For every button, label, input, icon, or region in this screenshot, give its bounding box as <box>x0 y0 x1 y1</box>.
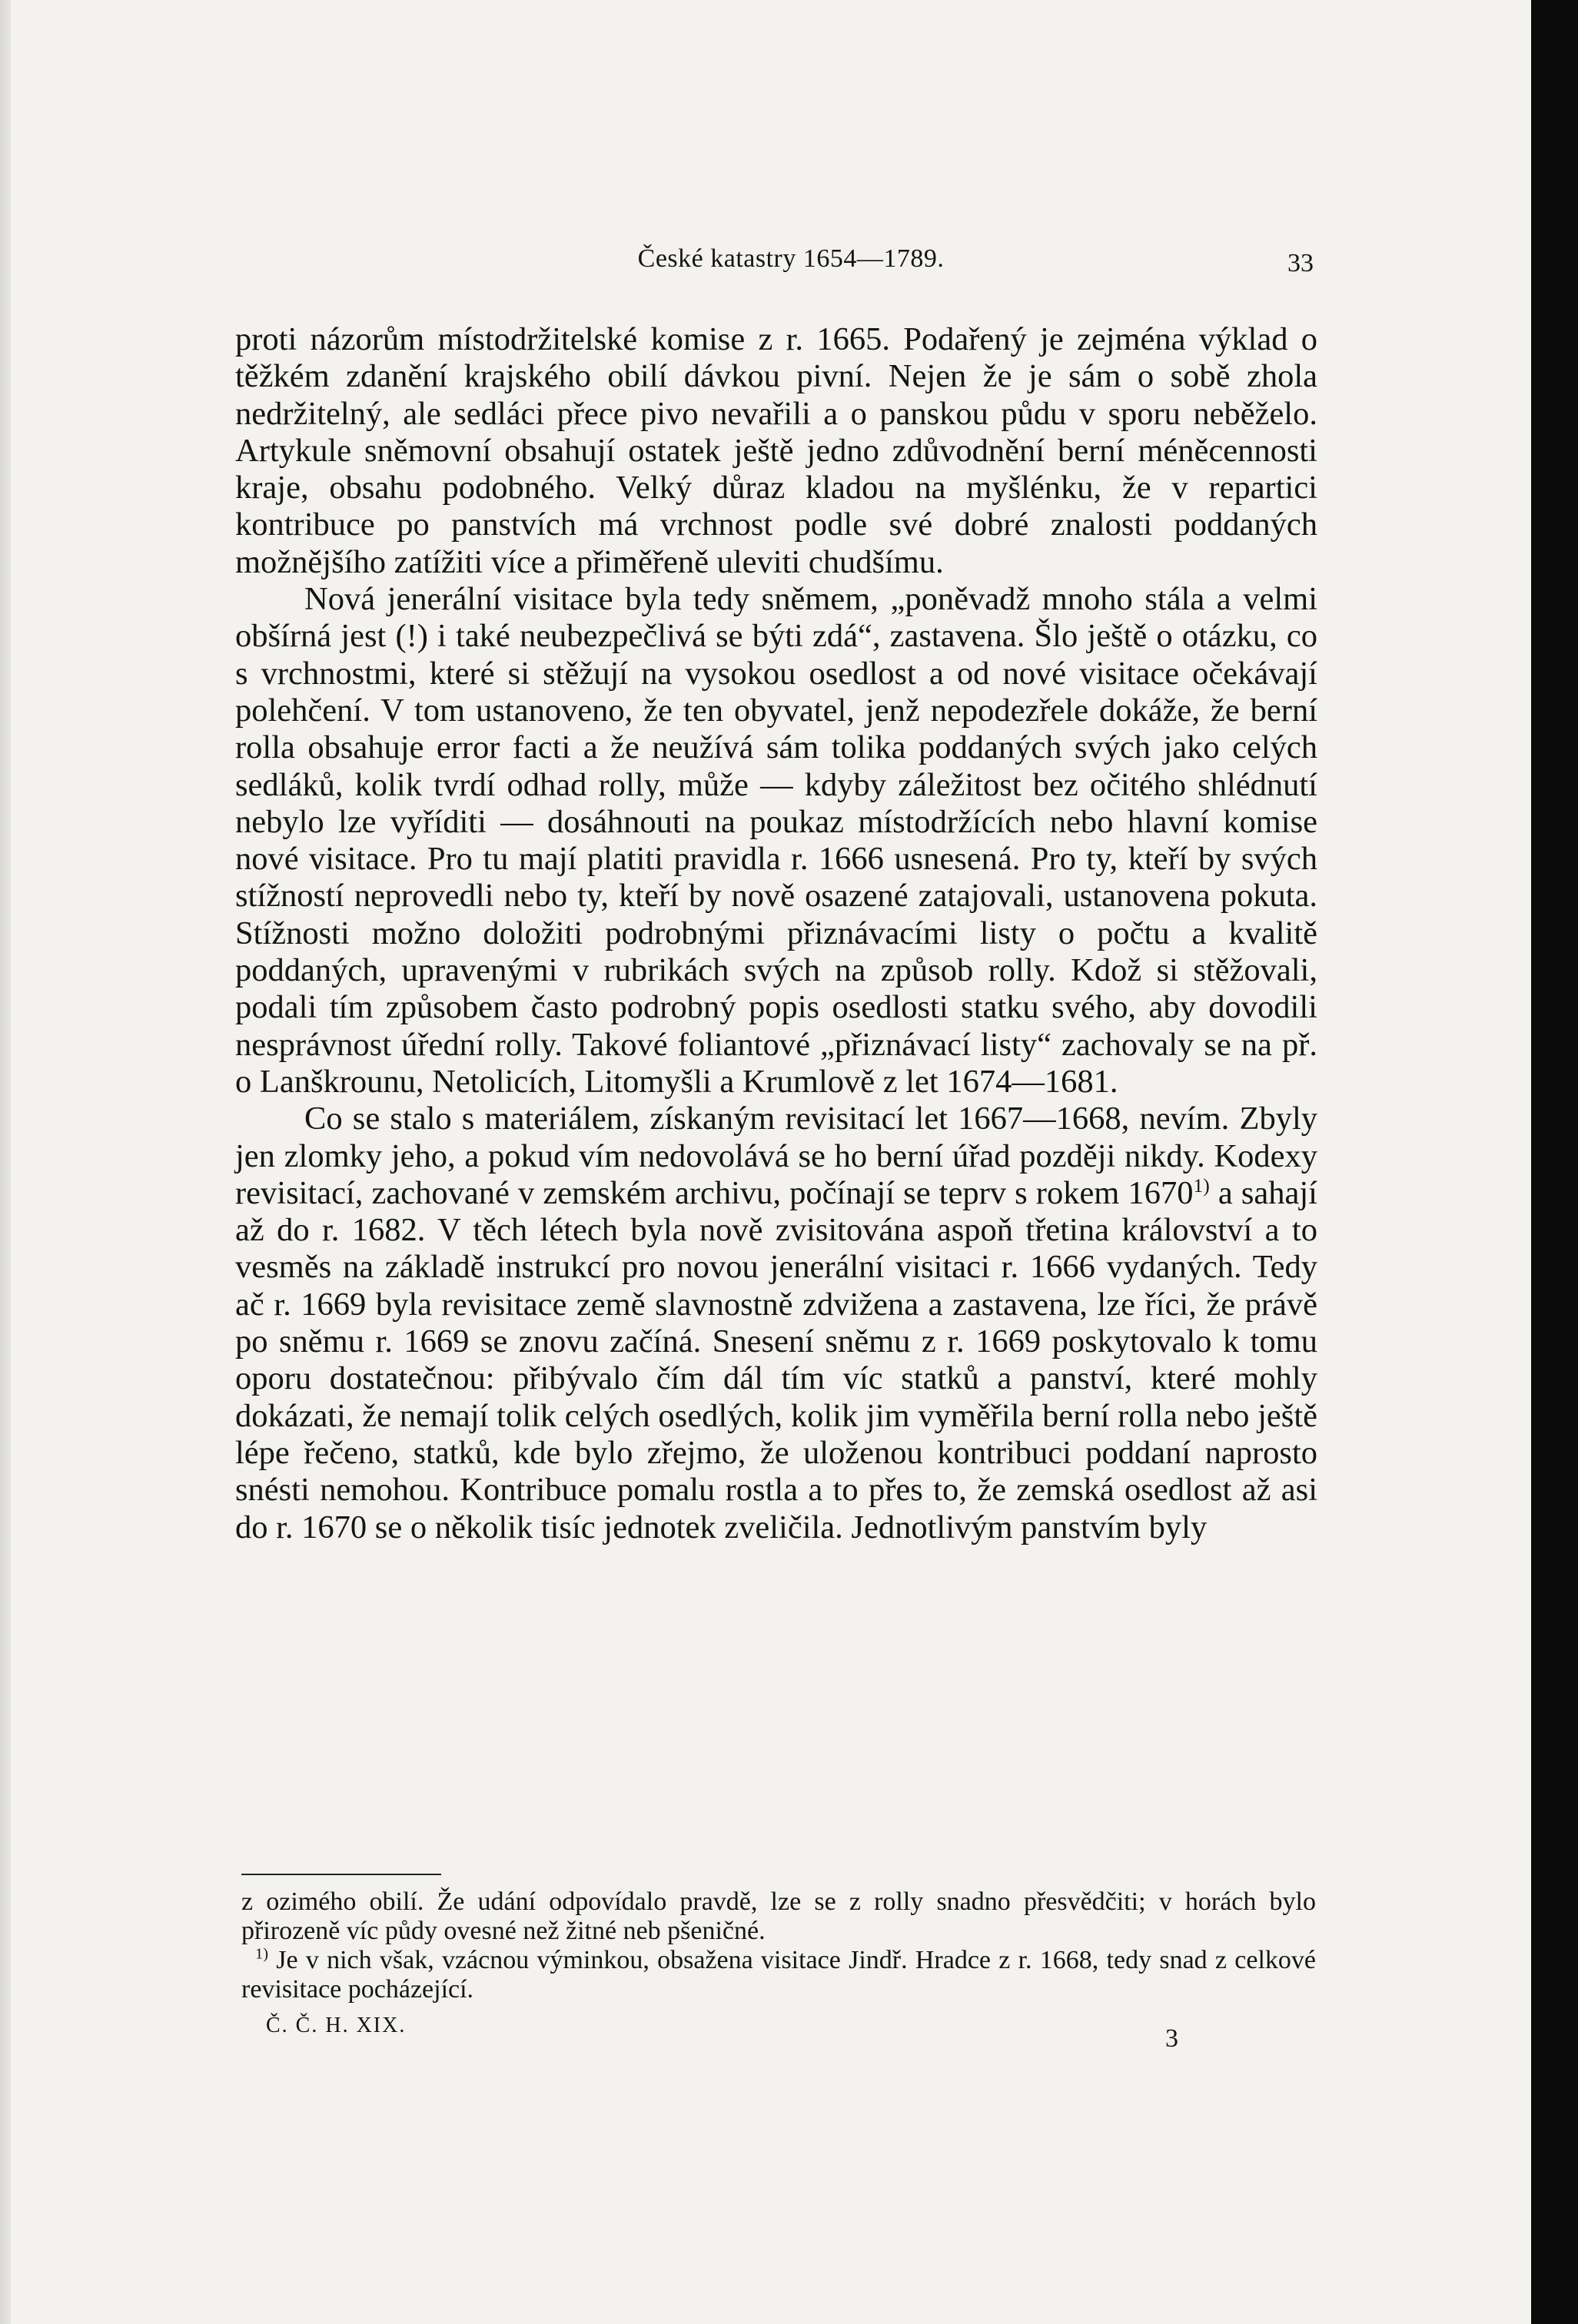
page-header <box>238 244 1314 290</box>
paragraph-3-part-2: a sahají až do r. 1682. V těch létech byla nově zvisitována aspoň třetina království a to vesměs na základě instrukcí pro novou jenerální visitaci r. 1666 vydaných. Tedy ač r. 1669 byla revisitace země slavnostně zdvižena a zastavena, lze říci, že právě po sněmu r. 1669 se znovu začíná. Snesení sněmu z r. 1669 poskytovalo k tomu oporu dostatečnou: přibývalo čím dál tím víc statků a panství, které mohly dokázati, že nemají tolik celých osedlých, kolik jim vyměřila berní rolla nebo ještě lépe řečeno, statků, kde bylo zřejmo, že uloženou kontribuci poddaní naprosto snésti nemohou. Kontribuce pomalu rostla a to přes to, že zemská osedlost až asi do r. 1670 se o několik tisíc jednotek zveličila. Jednotlivým panstvím byly <box>235 1174 1317 1545</box>
paragraph-3 <box>235 1101 1317 1546</box>
paragraph-1: proti názorům místodržitelské komise z r. 1665. Podařený je zejména výklad o těžkém zdanění krajského obilí dávkou pivní. Nejen že je sám o sobě zhola nedržitelný, ale sedláci přece pivo nevařili a o panskou půdu v sporu neběželo. Artykule sněmovní obsahují ostatek ještě jedno zdůvodnění berní méněcennosti kraje, obsahu podobného. Velký důraz kladou na myšlénku, že v repartici kontribuce po panstvích má vrchnost podle své dobré znalosti poddaných možnějšího zatížiti více a přiměřeně uleviti chudšímu. <box>235 321 1317 580</box>
body-text <box>235 321 1317 1546</box>
book-page <box>11 0 1531 2324</box>
footnotes <box>241 1887 1316 2004</box>
paragraph-3-part-1: Co se stalo s materiálem, získaným revisitací let 1667—1668, nevím. Zbyly jen zlomky jeho, a pokud vím nedovolává se ho berní úřad později nikdy. Kodexy revisitací, zachované v zemském archivu, počínají se teprv s rokem 1670 <box>235 1101 1317 1211</box>
page-number: 33 <box>1287 249 1314 277</box>
footnote-1-text: Je v nich však, vzácnou výminkou, obsažena visitace Jindř. Hradce z r. 1668, tedy snad z celkové revisitace pocházející. <box>241 1946 1316 2004</box>
footnote-1 <box>241 1946 1316 2004</box>
footnote-reference: 1) <box>1193 1174 1210 1197</box>
paragraph-2: Nová jenerální visitace byla tedy sněmem, „poněvadž mnoho stála a velmi obšírná jest (!) i také neubezpečlivá se býti zdá“, zastavena. Šlo ještě o otázku, co s vrchnostmi, které si stěžují na vysokou osedlost a od nové visitace očekávají polehčení. V tom ustanoveno, že ten obyvatel, jenž nepodezřele dokáže, že berní rolla obsahuje error facti a že neužívá sám tolika poddaných svých jako celých sedláků, kolik tvrdí odhad rolly, může — kdyby záležitost bez očitého shlédnutí nebylo lze vyříditi — dosáhnouti na poukaz místodržících nebo hlavní komise nové visitace. Pro tu mají platiti pravidla r. 1666 usnesená. Pro ty, kteří by svých stížností neprovedli nebo ty, kteří by nově osazené zatajovali, ustanovena pokuta. Stížnosti možno doložiti podrobnými přiznávacími listy o počtu a kvalitě poddaných, upravenými v rubrikách svých na způsob rolly. Kdož si stěžovali, podali tím způsobem často podrobný popis osedlosti statku svého, aby dovodili nesprávnost úřední rolly. Takové foliantové „přiznávací listy“ zachovaly se na př. o Lanškrounu, Netolicích, Litomyšli a Krumlově z let 1674—1681. <box>235 581 1317 1100</box>
sheet-number: 3 <box>1165 2024 1178 2053</box>
footnote-continuation: z ozimého obilí. Že udání odpovídalo pravdě, lze se z rolly snadno přesvědčiti; v horách bylo přirozeně víc půdy ovesné než žitné neb pšeničné. <box>241 1887 1316 1945</box>
signature-mark: Č. Č. H. XIX. <box>266 2014 407 2037</box>
footnote-rule <box>241 1874 441 1875</box>
footnote-1-marker: 1) <box>255 1945 268 1963</box>
running-title: České katastry 1654—1789. <box>637 244 945 273</box>
